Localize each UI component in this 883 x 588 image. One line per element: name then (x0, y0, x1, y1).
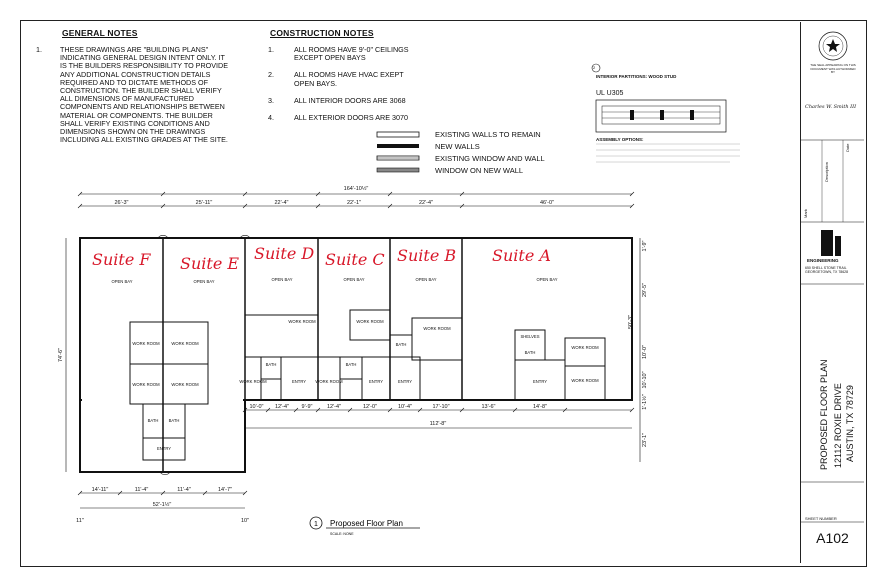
room-label-work-room: WORK ROOM (171, 382, 199, 387)
room-label-work-room: WORK ROOM (571, 378, 599, 383)
room-label-entry: ENTRY (532, 379, 548, 384)
project-city: AUSTIN, TX 78729 (845, 385, 855, 462)
room-label-bath: BATH (265, 362, 277, 367)
suite-label-a: Suite A (492, 246, 551, 265)
suite-label-d: Suite D (254, 244, 315, 263)
firm-address (805, 266, 848, 274)
engineer-signature: Charles W. Smith III (805, 104, 857, 110)
construction-note-line: ALL ROOMS HAVE HVAC EXEPT (294, 70, 404, 80)
right-dimension: 10'-10" (642, 371, 648, 389)
room-label-bath: BATH (524, 350, 536, 355)
firm-address-line: 650 SHELL STONE TRAIL (805, 266, 847, 270)
general-note-line: IS THE BUILDERS RESPONSIBILITY TO PROVIDE (60, 61, 229, 71)
right-dimension: 1'-9" (642, 240, 648, 252)
left-overall-dimension: 52'-1½" (152, 502, 172, 508)
room-label-open-bay: OPEN BAY (193, 279, 215, 284)
construction-note-line: ALL INTERIOR DOORS ARE 3068 (294, 95, 406, 105)
left-bottom-dimension: 14'-11" (91, 487, 109, 493)
general-note-line: SHALL VERIFY EXISTING CONDITIONS AND (60, 118, 210, 128)
wall-right-dimension: 10" (240, 518, 250, 524)
room-work-room-b (412, 318, 462, 360)
top-dimension: 25'-11" (195, 200, 213, 206)
general-note-line: THESE DRAWINGS ARE "BUILDING PLANS" (60, 45, 209, 54)
project-address: 12112 ROXIE DRIVE (833, 383, 843, 468)
general-note-line: MATERIAL OR COMPONENTS. THE BUILDER (60, 110, 213, 120)
room-label-work-room: WORK ROOM (288, 319, 316, 324)
suite-label-e: Suite E (180, 254, 240, 273)
seal-text: THE SEAL APPEARING ON THIS DOCUMENT WAS AUTHORIZED BY (810, 63, 856, 74)
plan-title: Proposed Floor Plan (330, 519, 403, 528)
plan-title-marker: 1 (314, 521, 318, 528)
construction-notes-title: CONSTRUCTION NOTES (270, 28, 374, 38)
room-label-work-room: WORK ROOM (132, 382, 160, 387)
bottom-dimension: 12'-4" (326, 404, 342, 410)
general-note-line: ANY ADDITIONAL CONSTRUCTION DETAILS (60, 69, 211, 79)
general-note-line: COMPONENTS AND RELATIONSHIPS BETWEEN (60, 102, 225, 112)
room-label-bath: BATH (168, 418, 180, 423)
suite-label-c: Suite C (325, 250, 385, 269)
construction-note-line: OPEN BAYS. (294, 78, 338, 88)
firm-name: ENGINEERING (807, 258, 839, 263)
revision-date-header: Date (845, 143, 850, 152)
construction-note-number: 4. (268, 113, 274, 122)
legend-label-new-walls: NEW WALLS (435, 142, 480, 151)
sheet-number: A102 (816, 530, 849, 546)
bottom-dimension: 10'-4" (397, 404, 413, 410)
wall-left-dimension: 11" (76, 518, 84, 524)
right-dimension: 1'-1½" (642, 394, 648, 410)
construction-note-number: 2. (268, 70, 274, 80)
partition-detail-marker: 2 (593, 65, 596, 70)
right-dimension: 29'-5" (642, 282, 648, 298)
left-bottom-dimension: 11'-4" (177, 487, 191, 493)
room-label-open-bay: OPEN BAY (271, 277, 293, 282)
room-label-work-room: WORK ROOM (171, 341, 199, 346)
room-label-entry: ENTRY (368, 379, 384, 384)
legend-label-existing-window: EXISTING WINDOW AND WALL (435, 154, 545, 163)
construction-note-line: ALL EXTERIOR DOORS ARE 3070 (294, 113, 408, 122)
partition-detail-title: INTERIOR PARTITIONS: WOOD STUD (596, 74, 677, 79)
title-block (800, 22, 864, 563)
room-label-open-bay: OPEN BAY (415, 277, 437, 282)
bottom-dimension: 12'-4" (274, 404, 290, 410)
general-notes-title: GENERAL NOTES (62, 28, 138, 38)
right-dimension: 50'-3" (628, 314, 634, 330)
room-bath-d (261, 357, 281, 379)
room-label-bath: BATH (345, 362, 357, 367)
general-note-line: ALL DIMENSIONS OF MANUFACTURED (60, 94, 194, 104)
construction-note-line: ALL ROOMS HAVE 9'-0" CEILINGS (294, 45, 409, 54)
suite-label-f: Suite F (92, 250, 151, 269)
bottom-dimension: 10'-0" (249, 404, 264, 410)
general-note-line: DIMENSIONS SHOWN ON THE DRAWINGS (60, 127, 206, 137)
construction-note-number: 1. (268, 45, 274, 54)
partition-detail-assembly: ASSEMBLY OPTIONS: (596, 137, 644, 142)
room-label-work-room: WORK ROOM (132, 341, 160, 346)
sheet-number-label: SHEET NUMBER (805, 516, 837, 521)
general-note-line: CONSTRUCTION. THE BUILDER SHALL VERIFY (60, 86, 222, 96)
top-dimension: 46'-0" (539, 200, 555, 206)
room-label-work-room: WORK ROOM (423, 326, 451, 331)
room-label-work-room: WORK ROOM (315, 379, 343, 384)
firm-address-line: GEORGETOWN, TX 78628 (805, 270, 849, 274)
partition-detail-code: UL U305 (596, 90, 624, 97)
top-dimension: 22'-4" (418, 200, 434, 206)
room-label-open-bay: OPEN BAY (111, 279, 133, 284)
top-dimension: 22'-1" (346, 200, 362, 206)
lower-overall-dimension: 112'-8" (429, 421, 447, 427)
general-note-number: 1. (36, 45, 42, 54)
revision-description-header: Description (824, 161, 829, 182)
revision-mark-header: Mark (803, 209, 808, 218)
bottom-dimension: 9'-9" (301, 404, 313, 410)
left-bottom-dimension: 11'-4" (134, 487, 149, 493)
top-dimension: 26'-3" (114, 200, 129, 206)
room-label-work-room: WORK ROOM (571, 345, 599, 350)
room-label-entry: ENTRY (397, 379, 413, 384)
room-label-entry: ENTRY (156, 446, 172, 451)
room-label-bath: BATH (395, 342, 407, 347)
room-label-entry: ENTRY (291, 379, 307, 384)
legend-label-existing-walls: EXISTING WALLS TO REMAIN (435, 130, 541, 139)
room-work-room-c (350, 310, 390, 340)
general-note-line: INCLUDING ALL EXISTING GRADES AT THE SITE. (60, 135, 228, 145)
bottom-dimension: 12'-0" (362, 404, 378, 410)
room-bath-c (340, 357, 362, 379)
left-height-dimension: 74'-6" (58, 347, 64, 363)
room-label-open-bay: OPEN BAY (536, 277, 558, 282)
left-bottom-dimension: 14'-7" (217, 487, 233, 493)
general-note-line: REQUIRED AND TO DICTATE METHODS OF (60, 77, 209, 87)
construction-note-number: 3. (268, 95, 274, 105)
legend-label-new-window: WINDOW ON NEW WALL (435, 166, 524, 175)
room-label-work-room: WORK ROOM (239, 379, 267, 384)
general-note-line: INDICATING GENERAL DESIGN INTENT ONLY. IT (60, 53, 225, 63)
suite-label-b: Suite B (397, 246, 457, 265)
bottom-dimension: 13'-6" (481, 404, 496, 410)
room-label-shelves: SHELVES (520, 334, 540, 339)
room-work-room-a (565, 338, 605, 366)
right-dimension: 10'-0" (642, 344, 648, 360)
plan-scale: SCALE: NONE (330, 532, 354, 536)
project-title: PROPOSED FLOOR PLAN (819, 359, 829, 470)
room-label-open-bay: OPEN BAY (343, 277, 365, 282)
bottom-dimension: 14'-8" (532, 404, 548, 410)
right-dimension: 23'-1" (642, 432, 648, 448)
firm-logo-icon (821, 230, 833, 256)
construction-note-line: EXCEPT OPEN BAYS (294, 53, 366, 63)
bottom-dimension: 17'-10" (432, 404, 450, 410)
room-work-room-b2 (420, 360, 462, 400)
overall-width-dimension: 164'-10½" (343, 186, 369, 192)
room-work-room-a2 (565, 366, 605, 400)
top-dimension: 22'-4" (274, 200, 289, 206)
room-label-work-room: WORK ROOM (356, 319, 384, 324)
room-label-bath: BATH (147, 418, 159, 423)
